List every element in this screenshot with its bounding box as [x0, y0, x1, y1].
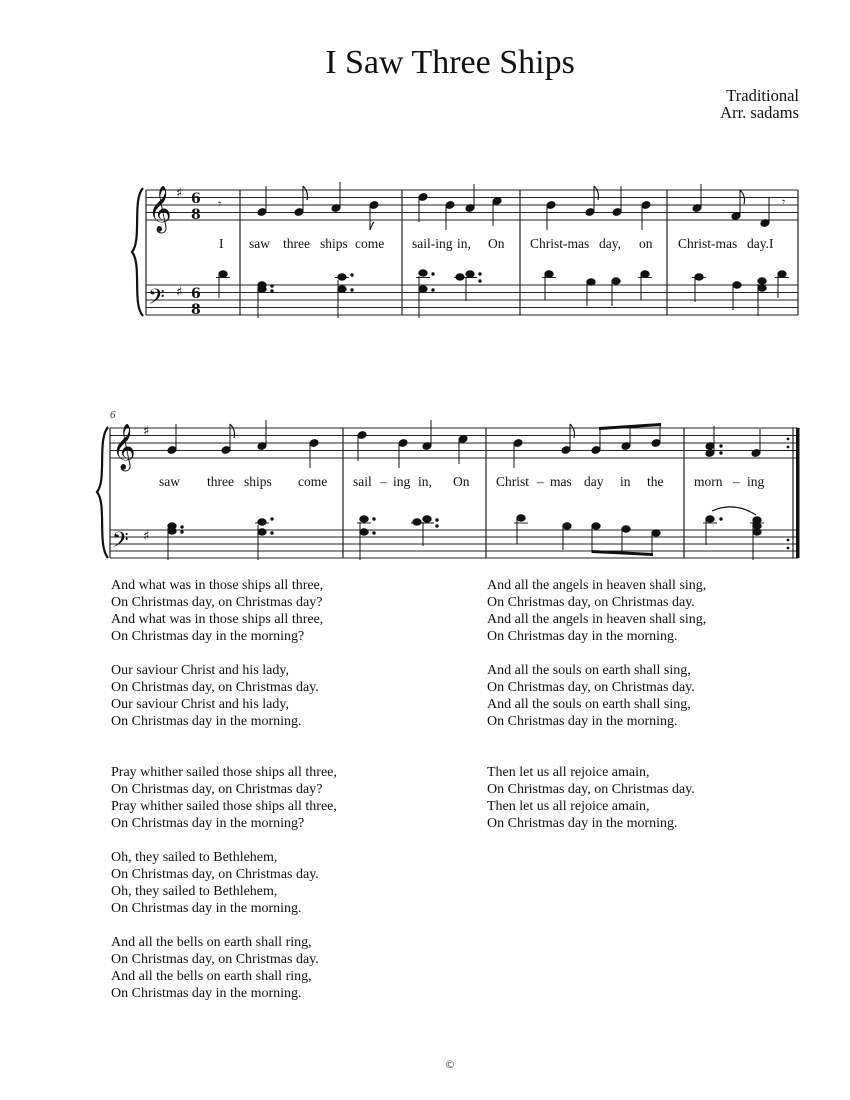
time-sig-bottom: 8: [191, 302, 201, 318]
bass-notes: [168, 507, 764, 560]
lyric-syllable: saw: [249, 236, 270, 251]
lyric-syllable: come: [298, 474, 328, 489]
verse-line: Pray whither sailed those ships all three,: [111, 765, 337, 780]
treble-clef-icon: 𝄞: [112, 424, 136, 470]
verse-line: On Christmas day, on Christmas day.: [111, 680, 319, 695]
system-1: [132, 182, 798, 318]
verse-line: On Christmas day, on Christmas day.: [487, 595, 695, 610]
lyric-syllable: ships: [320, 236, 348, 251]
lyric-hyphen: –: [733, 474, 740, 489]
verse-line: Then let us all rejoice amain,: [487, 799, 650, 814]
treble-clef-icon: 𝄞: [148, 186, 172, 232]
lyrics-line-1: [219, 236, 774, 251]
sharp-icon: ♯: [143, 529, 150, 544]
verse-line: And what was in those ships all three,: [111, 578, 324, 593]
lyric-syllable: sail: [353, 474, 372, 489]
verse-line: And what was in those ships all three,: [111, 612, 324, 627]
lyric-syllable: in,: [457, 236, 471, 251]
stanza: [487, 577, 706, 645]
lyric-syllable: morn: [694, 474, 723, 489]
verse-line: And all the angels in heaven shall sing,: [487, 612, 707, 627]
lyric-syllable: three: [207, 474, 234, 489]
stanza: [111, 934, 337, 1002]
stanza: [111, 662, 337, 730]
verse-line: And all the bells on earth shall ring,: [111, 935, 312, 950]
lyric-syllable: day.I: [747, 236, 774, 251]
bass-staff: [146, 285, 798, 315]
lyric-hyphen: –: [380, 474, 387, 489]
arranger: Arr. sadams: [720, 103, 799, 122]
verse-line: Pray whither sailed those ships all three,: [111, 799, 337, 814]
repeat-dots: [787, 438, 790, 550]
brace-icon: [132, 188, 143, 316]
verse-line: On Christmas day, on Christmas day.: [111, 867, 319, 882]
verses-left-column: [111, 577, 337, 1002]
svg-text:𝄾: 𝄾: [218, 197, 222, 211]
lyric-syllable: ing: [747, 474, 765, 489]
lyric-syllable: ships: [244, 474, 272, 489]
bass-clef-icon: 𝄢: [112, 528, 129, 558]
verse-line: On Christmas day in the morning.: [487, 816, 678, 831]
lyric-syllable: in: [620, 474, 631, 489]
brace-icon: [97, 427, 108, 558]
lyrics-line-2: [159, 474, 765, 489]
lyric-hyphen: –: [537, 474, 544, 489]
barlines: [110, 428, 793, 558]
verse-line: Oh, they sailed to Bethlehem,: [111, 884, 278, 899]
verse-line: And all the souls on earth shall sing,: [487, 663, 691, 678]
lyric-syllable: in,: [418, 474, 432, 489]
verse-line: On Christmas day in the morning?: [111, 629, 305, 644]
stanza: [487, 662, 706, 730]
lyric-syllable: mas: [550, 474, 572, 489]
final-barline: [796, 428, 800, 558]
measure-number: 6: [110, 409, 116, 421]
verse-line: Our saviour Christ and his lady,: [111, 663, 289, 678]
composer: Traditional: [726, 86, 799, 105]
sharp-icon: ♯: [176, 186, 183, 201]
lyric-syllable: day,: [599, 236, 621, 251]
lyric-syllable: sail-ing: [412, 236, 453, 251]
lyric-syllable: Christ-mas: [530, 236, 590, 251]
lyric-syllable: come: [355, 236, 385, 251]
lyric-syllable: I: [219, 236, 224, 251]
verse-line: On Christmas day in the morning.: [111, 901, 302, 916]
song-title: I Saw Three Ships: [325, 44, 575, 81]
lyric-syllable: day: [584, 474, 604, 489]
sharp-icon: ♯: [143, 424, 150, 439]
lyric-syllable: On: [453, 474, 470, 489]
bass-clef-icon: 𝄢: [148, 285, 165, 315]
verse-line: And all the souls on earth shall sing,: [487, 697, 691, 712]
stanza: [111, 577, 337, 645]
copyright-notice: ©: [444, 1058, 456, 1071]
verse-line: On Christmas day in the morning.: [111, 714, 302, 729]
verse-line: Then let us all rejoice amain,: [487, 765, 650, 780]
svg-text:𝄾: 𝄾: [782, 195, 786, 209]
time-sig-top: 6: [191, 286, 201, 302]
lyric-syllable: Christ-mas: [678, 236, 738, 251]
verse-line: On Christmas day, on Christmas day.: [111, 952, 319, 967]
verse-line: On Christmas day, on Christmas day.: [487, 782, 695, 797]
sharp-icon: ♯: [176, 285, 183, 300]
lyric-syllable: on: [639, 236, 653, 251]
stanza: [487, 764, 706, 832]
verse-line: Oh, they sailed to Bethlehem,: [111, 850, 278, 865]
lyric-syllable: Christ: [496, 474, 530, 489]
tie: [712, 507, 756, 515]
verse-line: On Christmas day, on Christmas day?: [111, 782, 323, 797]
bass-notes: [216, 270, 789, 318]
verse-line: On Christmas day, on Christmas day.: [487, 680, 695, 695]
verse-line: Our saviour Christ and his lady,: [111, 697, 289, 712]
verse-line: On Christmas day, on Christmas day?: [111, 595, 323, 610]
verse-line: On Christmas day in the morning.: [487, 714, 678, 729]
time-sig-top: 6: [191, 191, 201, 207]
time-sig-bottom: 8: [191, 207, 201, 223]
bass-staff: [110, 530, 798, 558]
lyric-syllable: On: [488, 236, 505, 251]
stanza: [111, 849, 337, 917]
verse-line: And all the angels in heaven shall sing,: [487, 578, 707, 593]
treble-notes: [167, 420, 761, 468]
verse-line: And all the bells on earth shall ring,: [111, 969, 312, 984]
lyric-syllable: saw: [159, 474, 180, 489]
verse-line: On Christmas day in the morning.: [487, 629, 678, 644]
verses-right-column: [487, 577, 706, 832]
treble-notes: [218, 182, 785, 230]
system-2: [97, 409, 800, 560]
lyric-syllable: ing: [393, 474, 411, 489]
verse-line: On Christmas day in the morning?: [111, 816, 305, 831]
stanza: [111, 764, 337, 832]
lyric-syllable: the: [647, 474, 664, 489]
lyric-syllable: three: [283, 236, 310, 251]
treble-staff: [110, 428, 798, 458]
verse-line: On Christmas day in the morning.: [111, 986, 302, 1001]
